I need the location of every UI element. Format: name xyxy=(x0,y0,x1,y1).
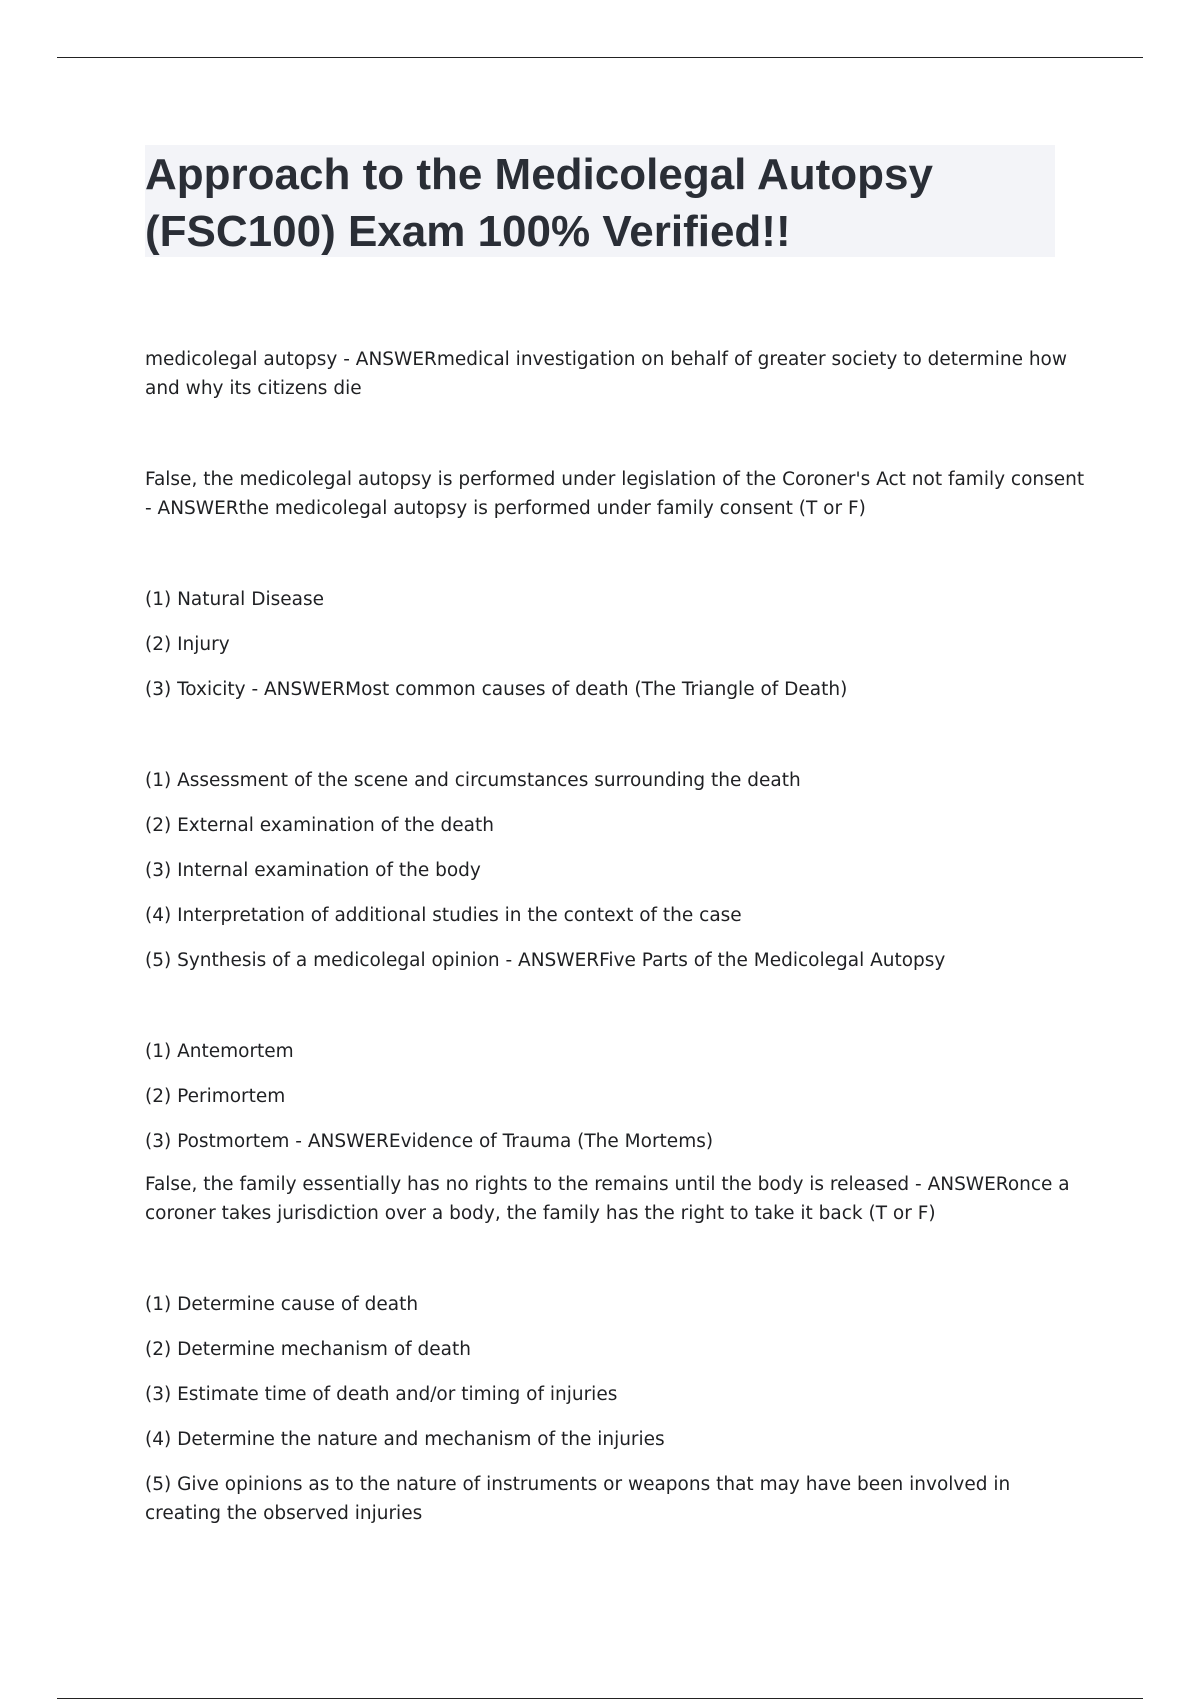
qa-line: False, the family essentially has no rights to the remains until the body is released - ANSWERonce a xyxy=(145,1174,1070,1195)
qa-line: and why its citizens die xyxy=(145,378,362,399)
list-item: (2) Perimortem xyxy=(145,1086,286,1107)
list-item: (3) Postmortem - ANSWEREvidence of Trauma (The Mortems) xyxy=(145,1131,714,1152)
bottom-rule xyxy=(57,1698,1143,1699)
list-item: (2) Injury xyxy=(145,634,230,655)
page-title xyxy=(145,146,1065,260)
list-item: (2) External examination of the death xyxy=(145,815,494,836)
top-rule xyxy=(57,57,1143,58)
title-line-1: Approach to the Medicolegal Autopsy xyxy=(145,150,933,199)
qa-medicolegal-autopsy xyxy=(145,345,1068,403)
list-item: (4) Interpretation of additional studies in the context of the case xyxy=(145,905,742,926)
list-item: (1) Assessment of the scene and circumstances surrounding the death xyxy=(145,770,801,791)
qa-five-parts xyxy=(145,766,1065,975)
qa-family-consent xyxy=(145,465,1085,523)
list-item-line: creating the observed injuries xyxy=(145,1503,423,1524)
qa-line: - ANSWERthe medicolegal autopsy is performed under family consent (T or F) xyxy=(145,498,866,519)
title-line-2: (FSC100) Exam 100% Verified!! xyxy=(145,207,791,256)
list-item: (2) Determine mechanism of death xyxy=(145,1339,471,1360)
list-item xyxy=(145,1470,1065,1528)
qa-autopsy-goals xyxy=(145,1290,1065,1528)
list-item: (1) Determine cause of death xyxy=(145,1294,419,1315)
qa-triangle-of-death xyxy=(145,585,1065,704)
list-item: (5) Synthesis of a medicolegal opinion - ANSWERFive Parts of the Medicolegal Autopsy xyxy=(145,950,946,971)
list-item-line: (5) Give opinions as to the nature of instruments or weapons that may have been involved in xyxy=(145,1474,1011,1495)
list-item: (3) Toxicity - ANSWERMost common causes of death (The Triangle of Death) xyxy=(145,679,848,700)
list-item: (3) Estimate time of death and/or timing of injuries xyxy=(145,1384,618,1405)
list-item: (3) Internal examination of the body xyxy=(145,860,481,881)
list-item: (4) Determine the nature and mechanism of the injuries xyxy=(145,1429,665,1450)
document-body xyxy=(145,345,1085,1528)
list-item: (1) Antemortem xyxy=(145,1041,294,1062)
qa-coroner-jurisdiction xyxy=(145,1170,1070,1228)
qa-mortems xyxy=(145,1037,1065,1156)
list-item: (1) Natural Disease xyxy=(145,589,324,610)
qa-line: medicolegal autopsy - ANSWERmedical investigation on behalf of greater society to determine how xyxy=(145,349,1068,370)
qa-line: coroner takes jurisdiction over a body, the family has the right to take it back (T or F) xyxy=(145,1203,936,1224)
qa-line: False, the medicolegal autopsy is performed under legislation of the Coroner's Act not family consent xyxy=(145,469,1085,490)
